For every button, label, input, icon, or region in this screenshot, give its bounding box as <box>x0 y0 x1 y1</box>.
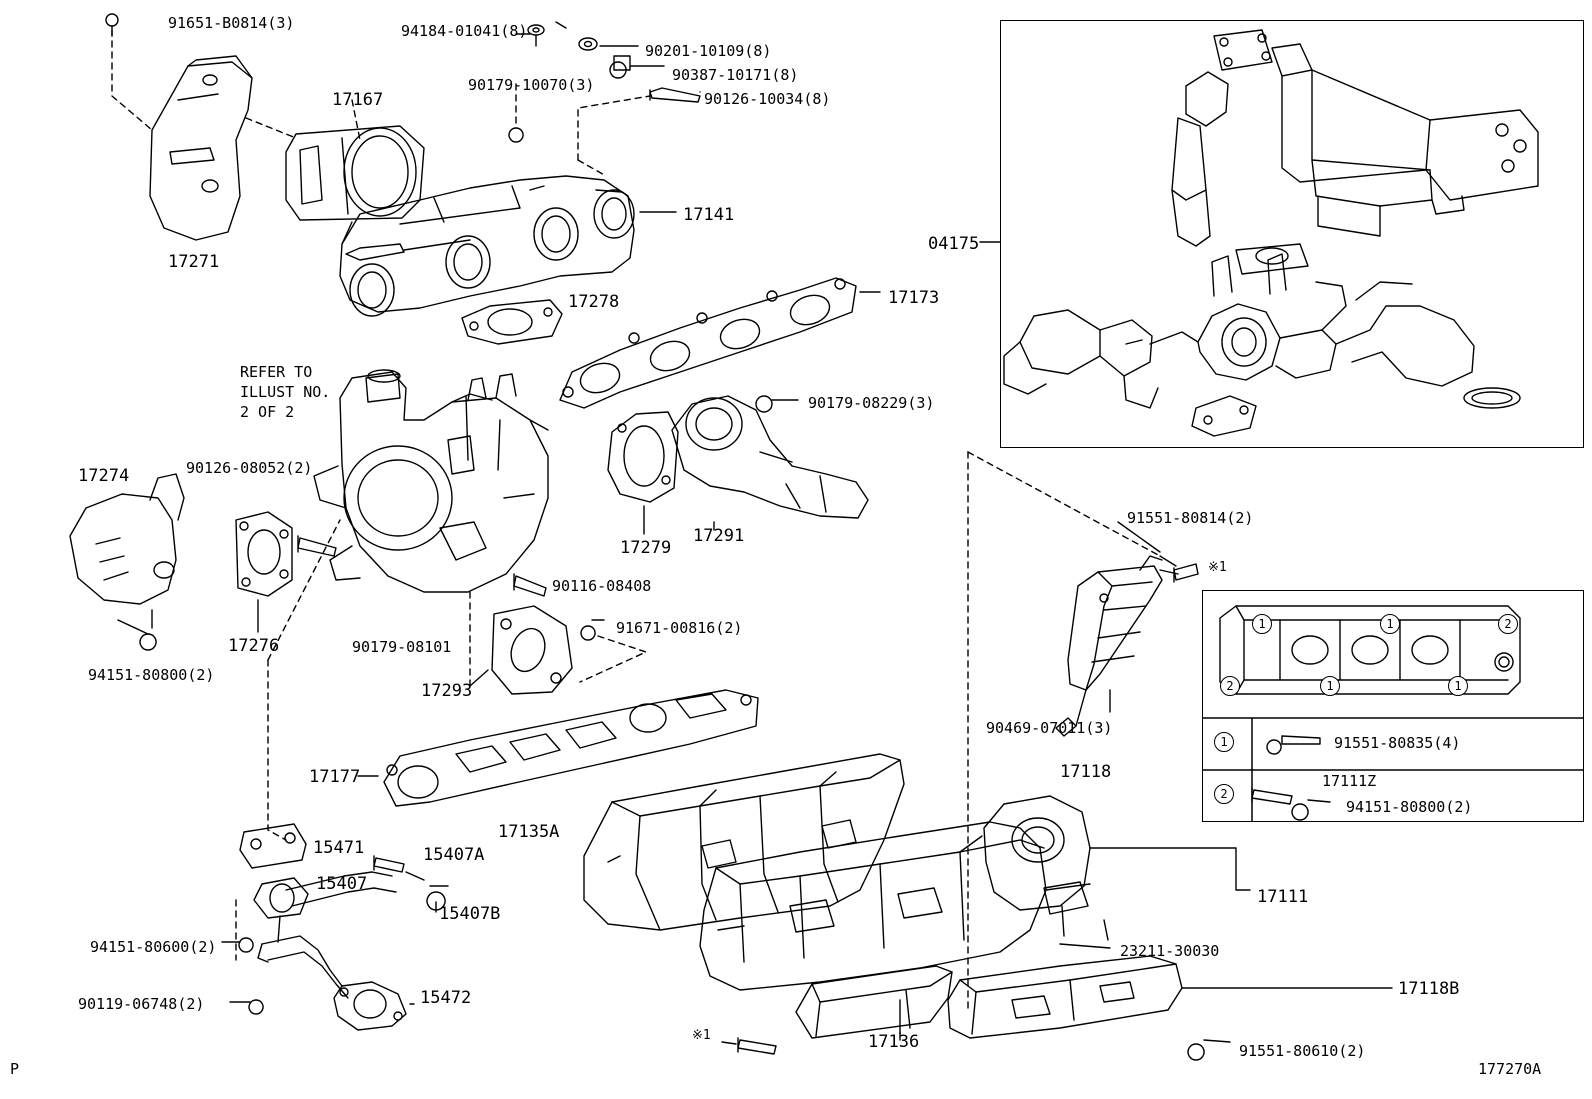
part-label-90179-10070: 90179-10070(3) <box>468 76 595 94</box>
legend-row-1-label: 91551-80835(4) <box>1334 734 1461 752</box>
footnote-mark-1: ※1 <box>1208 560 1227 575</box>
footnote-mark-2: ※1 <box>692 1028 711 1043</box>
legend-callout-2b: 2 <box>1220 676 1240 696</box>
part-label-17177: 17177 <box>309 767 361 787</box>
part-label-17274: 17274 <box>78 466 130 486</box>
part-label-91551-80610: 91551-80610(2) <box>1239 1042 1366 1060</box>
part-label-17173: 17173 <box>888 288 940 308</box>
part-label-17271: 17271 <box>168 252 220 272</box>
legend-callout-2a: 2 <box>1498 614 1518 634</box>
part-label-17279: 17279 <box>620 538 672 558</box>
legend-row-2-label: 17111Z <box>1322 772 1377 790</box>
part-label-17118: 17118 <box>1060 762 1112 782</box>
part-label-15407: 15407 <box>316 874 368 894</box>
page-corner-mark: P <box>10 1060 20 1078</box>
part-label-15407B: 15407B <box>439 904 501 924</box>
part-label-90201-10109: 90201-10109(8) <box>645 42 772 60</box>
part-label-94151-80800: 94151-80800(2) <box>88 666 215 684</box>
legend-row-2-num: 2 <box>1214 784 1234 804</box>
part-label-90179-08229: 90179-08229(3) <box>808 394 935 412</box>
part-label-91551-80814: 91551-80814(2) <box>1127 509 1254 527</box>
part-label-17136: 17136 <box>868 1032 920 1052</box>
legend-callout-1c: 1 <box>1320 676 1340 696</box>
refer-to-note: REFER TO ILLUST NO. 2 OF 2 <box>240 363 331 421</box>
legend-callout-1b: 1 <box>1380 614 1400 634</box>
part-label-15472: 15472 <box>420 988 472 1008</box>
part-label-15407A: 15407A <box>423 845 485 865</box>
part-label-90116-08408: 90116-08408 <box>552 577 652 595</box>
inset-box-04175 <box>1000 20 1584 448</box>
legend-row-1-num: 1 <box>1214 732 1234 752</box>
part-label-15471: 15471 <box>313 838 365 858</box>
part-label-17291: 17291 <box>693 526 745 546</box>
part-label-90387-10171: 90387-10171(8) <box>672 66 799 84</box>
legend-callout-1a: 1 <box>1252 614 1272 634</box>
diagram-id-code: 177270A <box>1478 1060 1542 1078</box>
part-label-04175: 04175 <box>928 234 980 254</box>
part-label-90469-07011: 90469-07011(3) <box>986 719 1113 737</box>
part-label-23211-30030: 23211-30030 <box>1120 942 1220 960</box>
part-label-17278: 17278 <box>568 292 620 312</box>
part-label-90126-10034: 90126-10034(8) <box>704 90 831 108</box>
legend-row-2-sublabel: 94151-80800(2) <box>1346 798 1473 816</box>
part-label-17167: 17167 <box>332 90 384 110</box>
part-label-94151-80600: 94151-80600(2) <box>90 938 217 956</box>
part-label-91671-00816: 91671-00816(2) <box>616 619 743 637</box>
part-label-90119-06748: 90119-06748(2) <box>78 995 205 1013</box>
part-label-17111: 17111 <box>1257 887 1309 907</box>
part-label-17118B: 17118B <box>1398 979 1460 999</box>
part-label-90179-08101: 90179-08101 <box>352 638 452 656</box>
part-label-91651-B0814: 91651-B0814(3) <box>168 14 295 32</box>
part-label-90126-08052: 90126-08052(2) <box>186 459 313 477</box>
part-label-17135A: 17135A <box>498 822 560 842</box>
part-label-17293: 17293 <box>421 681 473 701</box>
part-label-94184-01041: 94184-01041(8) <box>401 22 528 40</box>
legend-callout-1d: 1 <box>1448 676 1468 696</box>
part-label-17276: 17276 <box>228 636 280 656</box>
part-label-17141: 17141 <box>683 205 735 225</box>
